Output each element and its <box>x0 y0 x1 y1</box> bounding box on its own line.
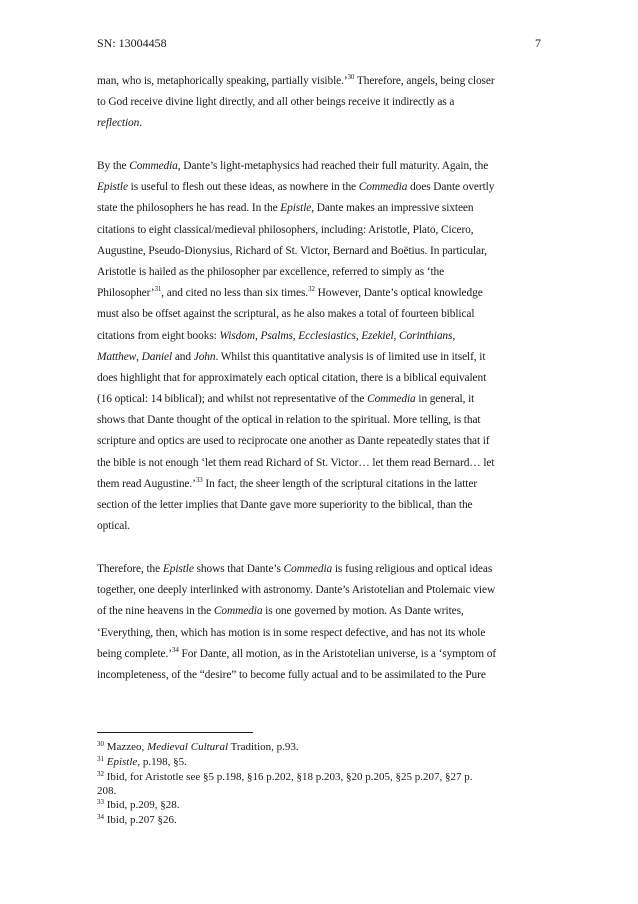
text-line: incompleteness, of the “desire” to become fully actual and to be assimilated to the Pure <box>97 668 486 681</box>
text-line: Therefore, the Epistle shows that Dante’s Commedia is fusing religious and optical ideas <box>97 563 493 575</box>
footnote-32: $^{32}$ Ibid, for Aristotle see §5 p.198, §16 p.202, §18 p.203, §20 p.205, §25 p.207, §27 p. 208. <box>97 770 473 797</box>
text-line: to God receive divine light directly, and all other beings receive it indirectly as a <box>97 96 455 109</box>
text-line: section of the letter implies that Dante gave more superiority to the biblical, than the <box>97 499 473 511</box>
footnote-30: $^{30}$ Mazzeo, Medieval Cultural Tradition, p.93. <box>97 740 299 753</box>
text-line: Aristotle is hailed as the philosopher par excellence, referred to simply as ‘the <box>97 265 445 278</box>
student-number: SN: 13004458 <box>97 36 167 50</box>
footnote-ref[interactable]: 34 <box>171 645 179 654</box>
footnote-ref[interactable]: 31 <box>154 285 162 294</box>
footnote-separator <box>97 732 253 733</box>
footnote-number: 34 <box>97 813 104 821</box>
text-line: Matthew, Daniel and John. Whilst this quantitative analysis is of limited use in itself, it <box>97 350 486 363</box>
footnote-ref[interactable]: 30 <box>347 73 355 81</box>
text-line: reflection. <box>97 117 142 130</box>
text-line: (16 optical: 14 biblical); and whilst not representative of the Commedia in general, it <box>97 393 475 406</box>
text-line: shows that Dante thought of the optical in relation to the spiritual. More telling, is that <box>97 414 481 427</box>
footnote-34: $^{34}$ Ibid, p.207 §26. <box>97 813 177 826</box>
footnote-number: 32 <box>97 770 104 778</box>
paragraph-3 <box>97 559 545 686</box>
footnote-number: 33 <box>97 798 104 806</box>
text-line: Epistle is useful to flesh out these ideas, as nowhere in the Commedia does Dante overtly <box>97 181 495 194</box>
text-line: Augustine, Pseudo-Dionysius, Richard of St. Victor, Bernard and Boëtius. In particular, <box>97 244 487 257</box>
page-header <box>97 35 541 51</box>
paragraph-1 <box>97 71 545 135</box>
text-line: state the philosophers he has read. In the Epistle, Dante makes an impressive sixteen <box>97 202 474 215</box>
text-line: the bible is not enough ‘let them read Richard of St. Victor… let them read Bernard… let <box>97 456 495 469</box>
text-line: ‘Everything, then, which has motion is in some respect defective, and has not its whole <box>97 626 486 639</box>
footnote-number: 31 <box>97 755 104 763</box>
footnote-ref[interactable]: 32 <box>308 285 315 294</box>
page-number: 7 <box>535 36 541 50</box>
footnote-31: $^{31}$ Epistle, p.198, §5. <box>97 755 187 768</box>
text-line: them read Augustine.’$^{33}$ In fact, the sheer length of the scriptural citations in the latter <box>97 475 478 490</box>
footnote-ref[interactable]: 33 <box>195 475 203 484</box>
text-line: optical. <box>97 520 131 533</box>
text-line: must also be offset against the scriptural, as he also makes a total of fourteen biblical <box>97 308 475 321</box>
text-line: scripture and optics are used to reciprocate one another as Dante repeatedly states that if <box>97 435 490 448</box>
text-line: of the nine heavens in the Commedia is one governed by motion. As Dante writes, <box>97 605 464 618</box>
text-line: man, who is, metaphorically speaking, partially visible.’$^{30}$ Therefore, angels, being closer <box>97 73 495 87</box>
footnote-number: 30 <box>97 740 104 748</box>
text-line: citations from eight books: Wisdom, Psalms, Ecclesiastics, Ezekiel, Corinthians, <box>97 329 456 342</box>
text-line: By the Commedia, Dante’s light-metaphysics had reached their full maturity. Again, the <box>97 160 489 172</box>
text-line: being complete.’$^{34}$ For Dante, all motion, as in the Aristotelian universe, is a ‘symptom of <box>97 645 497 660</box>
text-line: does highlight that for approximately each optical citation, there is a biblical equivalent <box>97 371 487 384</box>
text-line: Philosopher’$^{31}$, and cited no less than six times.$^{32}$ However, Dante’s optical knowledge <box>97 285 483 300</box>
text-line: together, one deeply interlinked with astronomy. Dante’s Aristotelian and Ptolemaic view <box>97 584 496 597</box>
text-line: citations to eight classical/medieval philosophers, including: Aristotle, Plato, Cicero, <box>97 223 474 236</box>
footnote-33: $^{33}$ Ibid, p.209, §28. <box>97 798 180 811</box>
paragraph-2 <box>97 156 545 537</box>
